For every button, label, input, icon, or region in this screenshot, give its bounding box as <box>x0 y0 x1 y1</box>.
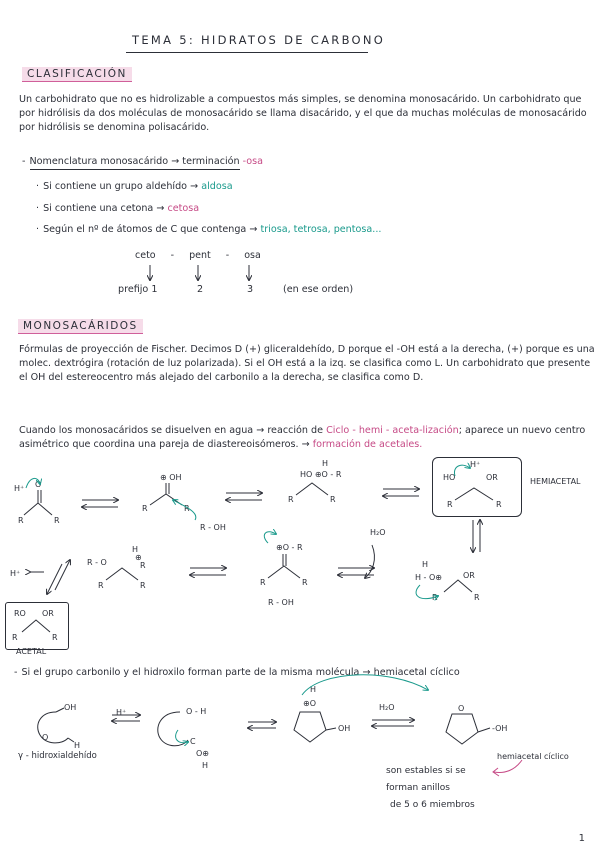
svg-text:R: R <box>52 633 58 642</box>
cyclization-arrow-2: → <box>301 438 310 450</box>
naming-number-3: 3 <box>247 284 254 295</box>
svg-text:R: R <box>12 633 18 642</box>
svg-text:R: R <box>474 593 480 602</box>
alcohol-label-2: R - OH <box>268 598 294 607</box>
cyclic-equilibrium-arrows <box>112 715 414 728</box>
naming-part: - <box>225 250 230 261</box>
water-label: H₂O <box>370 528 386 537</box>
naming-part: pent <box>189 250 211 261</box>
water-loss-arrow <box>365 545 374 578</box>
cyclic-hemiacetal-label: hemiacetal cíclico <box>497 752 569 761</box>
item-dash: · <box>36 203 40 214</box>
svg-text:OR: OR <box>463 571 475 580</box>
molecule-protonated-hemiacetal <box>415 560 480 602</box>
bullet-dash: - <box>14 667 18 678</box>
molecule-hydroxyaldehyde <box>38 703 80 750</box>
naming-arrows <box>150 265 249 280</box>
svg-text:R: R <box>447 500 453 509</box>
svg-text:-OH: -OH <box>492 724 508 733</box>
acid-label-1: H⁺ <box>14 484 25 493</box>
item-term: triosa, tetrosa, pentosa... <box>260 224 382 235</box>
naming-number-2: 2 <box>197 284 204 295</box>
ring-note-line-2: forman anillos <box>386 783 450 793</box>
svg-text:O⊕: O⊕ <box>196 749 209 758</box>
ring-note-arrow <box>493 760 522 776</box>
cyclization-text: Cuando los monosacáridos se disuelven en agua <box>19 425 254 436</box>
svg-text:R: R <box>496 500 502 509</box>
svg-text:⊕ OH: ⊕ OH <box>160 473 182 482</box>
item-arrow: → <box>249 224 258 235</box>
hydroxyaldehyde-label: γ - hidroxialdehído <box>18 751 97 761</box>
equilibrium-arrow-diagonal <box>47 560 70 594</box>
nomenclature-arrow: → terminación <box>171 156 240 167</box>
svg-text:⊕O - R: ⊕O - R <box>276 543 303 552</box>
svg-text:R - O: R - O <box>87 558 107 567</box>
naming-part: osa <box>244 250 261 261</box>
page-title: TEMA 5: HIDRATOS DE CARBONO <box>132 33 386 47</box>
acid-label-2: H⁺ <box>10 569 21 578</box>
svg-text:R: R <box>54 516 60 525</box>
svg-text:O: O <box>35 480 42 489</box>
item-dash: · <box>36 224 40 235</box>
naming-part: - <box>170 250 175 261</box>
svg-text:R: R <box>184 504 190 513</box>
nomenclature-suffix: -osa <box>242 156 264 167</box>
item-arrow: → <box>156 203 165 214</box>
svg-text:H: H <box>422 560 429 569</box>
cyclic-text: Si el grupo carbonilo y el hidroxilo forman parte de la misma molécula <box>21 667 360 678</box>
svg-text:R: R <box>432 593 438 602</box>
molecule-cyclic-hemiacetal <box>446 704 507 744</box>
item-term: aldosa <box>201 181 233 192</box>
svg-text:O: O <box>458 704 465 713</box>
svg-text:R: R <box>302 578 308 587</box>
svg-text:R: R <box>142 504 148 513</box>
naming-part: ceto <box>135 250 156 261</box>
water-label-2: H₂O <box>379 703 395 712</box>
item-text: Si contiene un grupo aldehído <box>43 181 188 192</box>
svg-text:R: R <box>140 561 146 570</box>
item-text: Si contiene una cetona <box>43 203 154 214</box>
item-term: cetosa <box>167 203 200 214</box>
svg-text:OH: OH <box>64 703 77 712</box>
svg-text:H: H <box>310 685 317 694</box>
item-arrow: → <box>190 181 199 192</box>
molecule-oxocarbenium <box>260 532 308 587</box>
svg-text:C: C <box>190 737 196 746</box>
bullet-dash: - <box>22 156 26 167</box>
svg-text:H⁺: H⁺ <box>470 460 481 469</box>
equilibrium-arrow-1 <box>82 500 118 507</box>
svg-text:H: H <box>202 761 209 770</box>
svg-text:R: R <box>288 495 294 504</box>
item-text: Según el nº de átomos de C que contenga <box>43 224 247 235</box>
cyclic-result: hemiacetal cíclico <box>373 667 460 678</box>
fischer-paragraph: Fórmulas de proyección de Fischer. Decimos D (+) gliceraldehído, D porque el -OH está a la derecha, (+) porque es una molec. dextrógira (rotación de luz polarizada). Si el OH está a la izq. se clasifica como L. Un carbohidrato que presente el OH del estereocentro más alejado del carbonilo a la derecha, se clasifica como D. <box>19 344 595 383</box>
svg-text:OH: OH <box>338 724 351 733</box>
svg-text:RO: RO <box>14 609 26 618</box>
svg-text:R: R <box>18 516 24 525</box>
svg-text:O: O <box>42 733 49 742</box>
svg-text:⊕: ⊕ <box>135 553 142 562</box>
cyclization-term: Ciclo - hemi - aceta-lización <box>326 425 459 436</box>
equilibrium-arrow-2 <box>226 493 262 500</box>
svg-text:H: H <box>74 741 81 750</box>
page-number: 1 <box>578 833 585 844</box>
svg-text:H: H <box>132 545 139 554</box>
cyclization-rest: ; aparece un nuevo centro asimétrico que coordina una pareja de diastereoisómeros. <box>19 425 586 450</box>
ring-note-line-3: de 5 o 6 miembros <box>390 800 475 810</box>
svg-text:R: R <box>140 581 146 590</box>
acetal-label: ACETAL <box>16 647 47 656</box>
molecule-open-chain-intermediate <box>158 707 209 770</box>
svg-text:R: R <box>330 495 336 504</box>
equilibrium-arrow-3 <box>383 489 419 496</box>
naming-order-note: (en ese orden) <box>283 284 354 295</box>
equilibrium-arrow-vertical <box>473 520 480 552</box>
svg-text:HO ⊕O - R: HO ⊕O - R <box>300 470 342 479</box>
classification-paragraph: Un carbohidrato que no es hidrolizable a compuestos más simples, se denomina monosacárido. Un carbohidrato que por hidrólisis da dos moléculas de monosacárido se llama disacárido, y el que da muchas moléculas de monosacárido por hidrólisis se denomina polisacárido. <box>19 94 587 133</box>
cyclic-arrow: → <box>362 667 371 678</box>
molecule-oxonium <box>288 459 342 504</box>
molecule-protonated-ring <box>294 675 428 742</box>
nomenclature-label: Nomenclatura monosacárido <box>29 156 169 167</box>
svg-text:O - H: O - H <box>186 707 207 716</box>
molecule-protonated-carbonyl <box>142 473 196 520</box>
section-heading-clasificacion: CLASIFICACIÓN <box>22 67 132 82</box>
svg-text:OR: OR <box>42 609 54 618</box>
item-dash: · <box>36 181 40 192</box>
naming-number-1: prefijo 1 <box>118 284 158 295</box>
acid-label-3: H⁺ <box>116 708 127 717</box>
svg-text:R: R <box>98 581 104 590</box>
svg-text:H: H <box>322 459 329 468</box>
molecule-hemiacetal <box>443 460 502 509</box>
section-heading-monosacaridos: MONOSACÁRIDOS <box>18 319 143 334</box>
ring-note-line-1: son estables si se <box>386 766 466 776</box>
svg-text:HO: HO <box>443 473 456 482</box>
svg-text:⊕O: ⊕O <box>303 699 316 708</box>
molecule-aldehyde <box>18 478 60 525</box>
acetal-formation-term: formación de acetales. <box>312 438 423 450</box>
hemiacetal-label: HEMIACETAL <box>530 477 581 486</box>
svg-text:H - O⊕: H - O⊕ <box>415 573 442 582</box>
equilibrium-arrow-4 <box>190 568 226 575</box>
alcohol-label-1: R - OH <box>200 523 226 532</box>
molecule-protonated-acetal <box>87 545 146 590</box>
cyclization-arrow: → reacción de <box>256 425 324 436</box>
molecule-acetal <box>12 609 58 642</box>
svg-text:R: R <box>260 578 266 587</box>
svg-text:OR: OR <box>486 473 498 482</box>
